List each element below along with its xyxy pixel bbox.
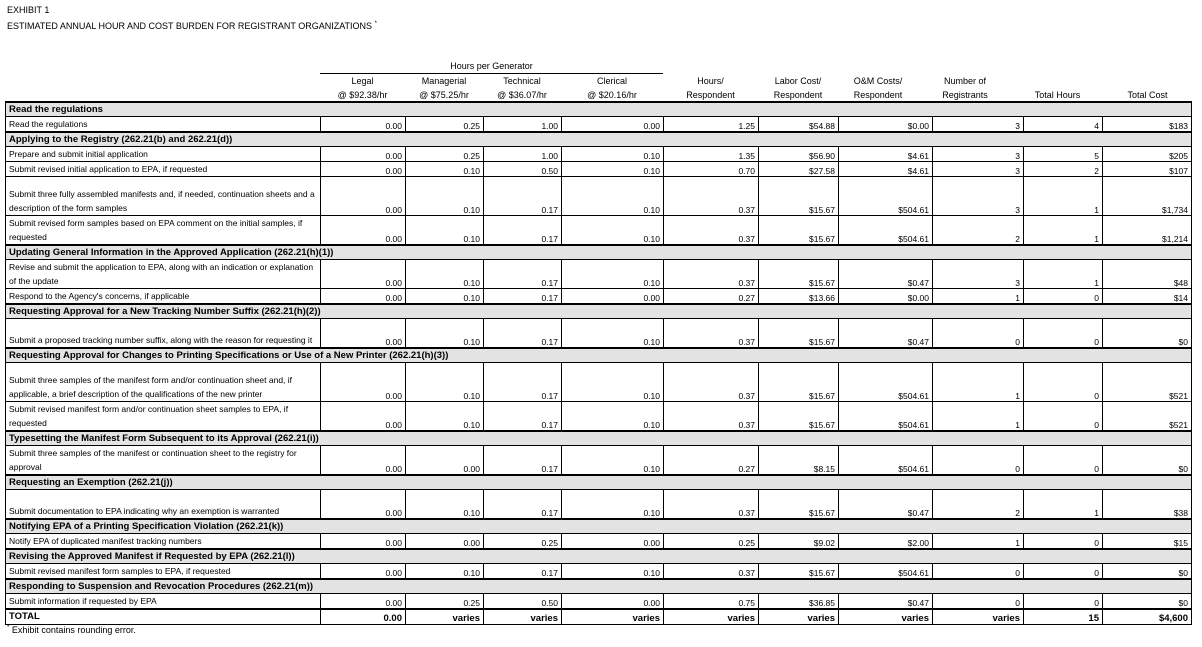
cell-value: 0.00 <box>321 147 406 162</box>
cell-value: 0.17 <box>484 216 562 246</box>
column-header <box>405 74 483 102</box>
cell-value: 0.25 <box>484 534 562 550</box>
cell-value: 0.50 <box>484 594 562 610</box>
table-row <box>6 319 1192 349</box>
cell-value: 0.17 <box>484 319 562 349</box>
section-title: Responding to Suspension and Revocation Procedures (262.21(m)) <box>6 579 1192 594</box>
cell-value: $38 <box>1103 490 1192 520</box>
section-title: Requesting Approval for Changes to Printing Specifications or Use of a New Printer (262.21(h)(3)) <box>6 348 1192 363</box>
row-description: Submit a proposed tracking number suffix, along with the reason for requesting it <box>6 319 321 349</box>
table-row <box>6 216 1192 246</box>
cell-value: 3 <box>933 162 1024 177</box>
cell-value: 1.00 <box>484 147 562 162</box>
column-header-line2: Registrants <box>942 90 988 100</box>
cell-value: 0.17 <box>484 490 562 520</box>
column-header <box>1012 74 1103 102</box>
row-description: TOTAL <box>6 609 321 625</box>
cell-value: $0.47 <box>839 490 933 520</box>
cell-value: 0.37 <box>664 402 759 432</box>
table-row <box>6 490 1192 520</box>
table-row <box>6 594 1192 610</box>
table-row <box>6 363 1192 402</box>
cell-value: 3 <box>933 260 1024 289</box>
exhibit-label: EXHIBIT 1 <box>7 5 50 15</box>
cell-value: $0 <box>1103 564 1192 580</box>
cell-value: 0.00 <box>321 534 406 550</box>
cell-value: 0.00 <box>321 402 406 432</box>
page-title-text: ESTIMATED ANNUAL HOUR AND COST BURDEN FOR REGISTRANT ORGANIZATIONS <box>7 21 373 31</box>
footnote <box>7 625 136 635</box>
cell-value: $15.67 <box>759 319 839 349</box>
cell-value: $504.61 <box>839 446 933 476</box>
row-description: Notify EPA of duplicated manifest tracking numbers <box>6 534 321 550</box>
cell-value: $36.85 <box>759 594 839 610</box>
table-row <box>6 117 1192 133</box>
cell-value: 2 <box>1024 162 1103 177</box>
column-header <box>838 74 918 102</box>
row-description: Read the regulations <box>6 117 321 133</box>
cell-value: varies <box>664 609 759 625</box>
row-description: Submit information if requested by EPA <box>6 594 321 610</box>
column-header-line1: Technical <box>503 76 541 86</box>
row-description: Respond to the Agency's concerns, if applicable <box>6 289 321 305</box>
cell-value: 0.37 <box>664 490 759 520</box>
cell-value: 0 <box>1024 446 1103 476</box>
cell-value: 0.25 <box>406 117 484 133</box>
section-title: Requesting an Exemption (262.21(j)) <box>6 475 1192 490</box>
column-header-line1: Hours/ <box>697 76 724 86</box>
cell-value: $27.58 <box>759 162 839 177</box>
cell-value: 2 <box>933 490 1024 520</box>
cell-value: 0.10 <box>406 216 484 246</box>
cell-value: 0.00 <box>562 117 664 133</box>
cell-value: 0 <box>1024 319 1103 349</box>
cell-value: $0.00 <box>839 289 933 305</box>
column-header-line1: Managerial <box>421 76 467 86</box>
cell-value: 0 <box>933 446 1024 476</box>
cell-value: $13.66 <box>759 289 839 305</box>
column-header-line2: @ $20.16/hr <box>587 90 637 100</box>
cell-value: 1 <box>933 289 1024 305</box>
table-row <box>6 177 1192 216</box>
table-row <box>6 162 1192 177</box>
cell-value: 2 <box>933 216 1024 246</box>
cell-value: 0.27 <box>664 289 759 305</box>
cell-value: 3 <box>933 177 1024 216</box>
cell-value: $0.47 <box>839 319 933 349</box>
row-description: Submit revised manifest form and/or continuation sheet samples to EPA, if requested <box>6 402 321 432</box>
cell-value: 1 <box>1024 490 1103 520</box>
row-description: Submit revised initial application to EPA, if requested <box>6 162 321 177</box>
cell-value: $15.67 <box>759 363 839 402</box>
cell-value: 0.00 <box>562 534 664 550</box>
total-row <box>6 609 1192 625</box>
section-header-row <box>6 475 1192 490</box>
cell-value: 0.10 <box>406 260 484 289</box>
column-header-line1: Clerical <box>596 76 627 86</box>
cell-value: 0.00 <box>321 609 406 625</box>
section-header-row <box>6 549 1192 564</box>
cell-value: 0.00 <box>406 534 484 550</box>
section-title: Revising the Approved Manifest if Requested by EPA (262.21(l)) <box>6 549 1192 564</box>
column-header <box>320 74 405 102</box>
burden-table <box>5 101 1192 625</box>
cell-value: 1 <box>933 534 1024 550</box>
table-row <box>6 564 1192 580</box>
cell-value: 0 <box>933 319 1024 349</box>
cell-value: 0 <box>1024 564 1103 580</box>
section-title: Updating General Information in the Approved Application (262.21(h)(1)) <box>6 245 1192 260</box>
cell-value: 0.17 <box>484 177 562 216</box>
cell-value: varies <box>484 609 562 625</box>
column-header-line1: Labor Cost/ <box>774 76 822 86</box>
section-header-row <box>6 519 1192 534</box>
cell-value: $1,734 <box>1103 177 1192 216</box>
column-header-line2: Total Cost <box>1127 90 1168 100</box>
cell-value: $4.61 <box>839 162 933 177</box>
cell-value: $15 <box>1103 534 1192 550</box>
page-title <box>7 19 377 31</box>
cell-value: 4 <box>1024 117 1103 133</box>
cell-value: $15.67 <box>759 490 839 520</box>
cell-value: 0.37 <box>664 319 759 349</box>
cell-value: 0.27 <box>664 446 759 476</box>
section-header-row <box>6 132 1192 147</box>
column-header-line2: @ $75.25/hr <box>419 90 469 100</box>
cell-value: 0.10 <box>562 446 664 476</box>
section-header-row <box>6 245 1192 260</box>
row-description: Submit three samples of the manifest form and/or continuation sheet and, if applicable, a brief description of the qualifications of the new printer <box>6 363 321 402</box>
cell-value: varies <box>933 609 1024 625</box>
cell-value: $48 <box>1103 260 1192 289</box>
cell-value: 0 <box>1024 534 1103 550</box>
cell-value: $8.15 <box>759 446 839 476</box>
cell-value: 0.10 <box>562 319 664 349</box>
cell-value: 3 <box>933 147 1024 162</box>
cell-value: $183 <box>1103 117 1192 133</box>
cell-value: 0.00 <box>321 594 406 610</box>
cell-value: 0.00 <box>321 289 406 305</box>
cell-value: $15.67 <box>759 260 839 289</box>
table-body <box>6 102 1192 625</box>
cell-value: 0.37 <box>664 363 759 402</box>
cell-value: 0.00 <box>321 363 406 402</box>
cell-value: 0.10 <box>406 162 484 177</box>
cell-value: 0.10 <box>562 216 664 246</box>
row-description: Submit revised manifest form samples to EPA, if requested <box>6 564 321 580</box>
cell-value: 0.10 <box>406 319 484 349</box>
cell-value: 0.00 <box>321 216 406 246</box>
cell-value: $0.47 <box>839 594 933 610</box>
section-title: Notifying EPA of a Printing Specification Violation (262.21(k)) <box>6 519 1192 534</box>
column-header-line2: @ $36.07/hr <box>497 90 547 100</box>
cell-value: $0 <box>1103 319 1192 349</box>
cell-value: 3 <box>933 117 1024 133</box>
section-header-row <box>6 102 1192 117</box>
title-note-mark: * <box>374 21 377 27</box>
cell-value: $4,600 <box>1103 609 1192 625</box>
cell-value: $15.67 <box>759 216 839 246</box>
cell-value: $56.90 <box>759 147 839 162</box>
cell-value: 15 <box>1024 609 1103 625</box>
section-title: Read the regulations <box>6 102 1192 117</box>
cell-value: 0.10 <box>406 177 484 216</box>
row-description: Prepare and submit initial application <box>6 147 321 162</box>
cell-value: 0.17 <box>484 260 562 289</box>
cell-value: 0.00 <box>321 490 406 520</box>
cell-value: $2.00 <box>839 534 933 550</box>
cell-value: 0 <box>933 594 1024 610</box>
column-header-line2: Total Hours <box>1034 90 1081 100</box>
column-header-line1 <box>1012 74 1103 88</box>
cell-value: $0 <box>1103 594 1192 610</box>
cell-value: varies <box>839 609 933 625</box>
cell-value: 0.37 <box>664 177 759 216</box>
cell-value: 0.17 <box>484 564 562 580</box>
section-header-row <box>6 304 1192 319</box>
table-row <box>6 402 1192 432</box>
cell-value: 0.10 <box>562 490 664 520</box>
cell-value: 0 <box>933 564 1024 580</box>
row-description: Submit three fully assembled manifests and, if needed, continuation sheets and a description of the form samples <box>6 177 321 216</box>
cell-value: 1 <box>933 363 1024 402</box>
cell-value: 0.10 <box>562 363 664 402</box>
cell-value: 0.10 <box>562 147 664 162</box>
section-title: Typesetting the Manifest Form Subsequent to its Approval (262.21(i)) <box>6 431 1192 446</box>
cell-value: 1 <box>933 402 1024 432</box>
group-header: Hours per Generator <box>320 61 663 74</box>
table-row <box>6 260 1192 289</box>
cell-value: 1.00 <box>484 117 562 133</box>
cell-value: 0.10 <box>562 564 664 580</box>
cell-value: 0.50 <box>484 162 562 177</box>
section-title: Applying to the Registry (262.21(b) and 262.21(d)) <box>6 132 1192 147</box>
cell-value: 0.00 <box>321 162 406 177</box>
cell-value: $0.00 <box>839 117 933 133</box>
cell-value: $504.61 <box>839 216 933 246</box>
cell-value: 1.25 <box>664 117 759 133</box>
column-header-line1: Number of <box>943 76 987 86</box>
cell-value: $9.02 <box>759 534 839 550</box>
column-header <box>561 74 663 102</box>
cell-value: $504.61 <box>839 363 933 402</box>
cell-value: 0 <box>1024 363 1103 402</box>
cell-value: 0.10 <box>406 564 484 580</box>
cell-value: 0.10 <box>562 162 664 177</box>
cell-value: $107 <box>1103 162 1192 177</box>
cell-value: 0.00 <box>406 446 484 476</box>
column-header-line2: Respondent <box>686 90 735 100</box>
cell-value: 0.00 <box>321 260 406 289</box>
cell-value: 0.37 <box>664 260 759 289</box>
row-description: Submit revised form samples based on EPA comment on the initial samples, if requested <box>6 216 321 246</box>
cell-value: 0.00 <box>321 564 406 580</box>
cell-value: 0.17 <box>484 363 562 402</box>
column-header-line1: O&M Costs/ <box>853 76 903 86</box>
cell-value: 0.25 <box>406 147 484 162</box>
cell-value: $15.67 <box>759 564 839 580</box>
cell-value: $4.61 <box>839 147 933 162</box>
cell-value: 0.17 <box>484 402 562 432</box>
row-description: Revise and submit the application to EPA, along with an indication or explanation of the update <box>6 260 321 289</box>
column-header-line1 <box>1103 74 1192 88</box>
cell-value: $15.67 <box>759 177 839 216</box>
cell-value: 1 <box>1024 216 1103 246</box>
cell-value: 0.17 <box>484 289 562 305</box>
cell-value: $15.67 <box>759 402 839 432</box>
cell-value: 0.37 <box>664 564 759 580</box>
cell-value: 5 <box>1024 147 1103 162</box>
cell-value: 0.10 <box>406 289 484 305</box>
cell-value: 0.00 <box>562 594 664 610</box>
section-header-row <box>6 348 1192 363</box>
cell-value: 0.10 <box>562 260 664 289</box>
column-header-line2: Respondent <box>773 90 823 100</box>
cell-value: $0.47 <box>839 260 933 289</box>
cell-value: 0.00 <box>562 289 664 305</box>
cell-value: $521 <box>1103 402 1192 432</box>
cell-value: $54.88 <box>759 117 839 133</box>
column-header <box>1103 74 1192 102</box>
cell-value: $504.61 <box>839 177 933 216</box>
column-header <box>483 74 561 102</box>
cell-value: $521 <box>1103 363 1192 402</box>
section-header-row <box>6 579 1192 594</box>
cell-value: $1,214 <box>1103 216 1192 246</box>
cell-value: $0 <box>1103 446 1192 476</box>
cell-value: 0.00 <box>321 319 406 349</box>
cell-value: 0 <box>1024 289 1103 305</box>
cell-value: 0.75 <box>664 594 759 610</box>
cell-value: 0.10 <box>562 402 664 432</box>
column-header-line1: Legal <box>351 76 374 86</box>
row-description: Submit three samples of the manifest or continuation sheet to the registry for approval <box>6 446 321 476</box>
cell-value: 0.00 <box>321 446 406 476</box>
section-header-row <box>6 431 1192 446</box>
cell-value: varies <box>759 609 839 625</box>
cell-value: 1.35 <box>664 147 759 162</box>
footnote-text: Exhibit contains rounding error. <box>11 625 136 635</box>
section-title: Requesting Approval for a New Tracking Number Suffix (262.21(h)(2)) <box>6 304 1192 319</box>
cell-value: 0.25 <box>664 534 759 550</box>
row-description: Submit documentation to EPA indicating why an exemption is warranted <box>6 490 321 520</box>
cell-value: 0.70 <box>664 162 759 177</box>
cell-value: $205 <box>1103 147 1192 162</box>
cell-value: 0.10 <box>406 402 484 432</box>
table-row <box>6 446 1192 476</box>
cell-value: 0 <box>1024 594 1103 610</box>
cell-value: 1 <box>1024 177 1103 216</box>
cell-value: $14 <box>1103 289 1192 305</box>
cell-value: 0.17 <box>484 446 562 476</box>
cell-value: 0.37 <box>664 216 759 246</box>
cell-value: 0.00 <box>321 117 406 133</box>
cell-value: 0 <box>1024 402 1103 432</box>
column-header <box>918 74 1012 102</box>
table-row <box>6 147 1192 162</box>
cell-value: $504.61 <box>839 402 933 432</box>
cell-value: $504.61 <box>839 564 933 580</box>
cell-value: varies <box>562 609 664 625</box>
cell-value: 1 <box>1024 260 1103 289</box>
column-header-line2: Respondent <box>853 90 903 100</box>
cell-value: 0.00 <box>321 177 406 216</box>
column-header <box>663 74 758 102</box>
cell-value: 0.25 <box>406 594 484 610</box>
column-header-line2: @ $92.38/hr <box>337 90 388 100</box>
table-row <box>6 289 1192 305</box>
cell-value: 0.10 <box>406 363 484 402</box>
footnote-mark: * <box>7 625 10 631</box>
cell-value: varies <box>406 609 484 625</box>
cell-value: 0.10 <box>562 177 664 216</box>
table-row <box>6 534 1192 550</box>
cell-value: 0.10 <box>406 490 484 520</box>
column-header <box>758 74 838 102</box>
